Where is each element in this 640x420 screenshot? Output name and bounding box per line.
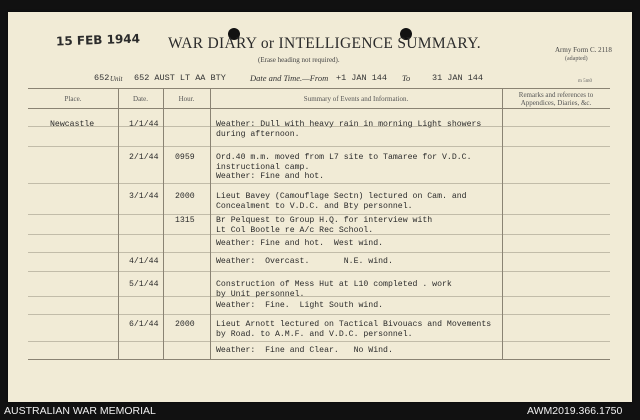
date-stamp: 15 FEB 1944: [55, 31, 141, 49]
page-title: WAR DIARY or INTELLIGENCE SUMMARY.: [168, 35, 481, 52]
summary-cell: Weather: Fine. Light South wind.: [216, 301, 384, 310]
column-header-summary: Summary of Events and Information.: [303, 95, 409, 103]
column-rule: [210, 88, 211, 359]
column-header-date: Date.: [133, 95, 148, 103]
date-cell: 2/1/44: [129, 153, 159, 162]
table-bottom-rule: [28, 359, 610, 360]
subtitle: (Erase heading not required).: [258, 56, 340, 64]
date-to: 31 JAN 144: [432, 73, 484, 83]
date-cell: 6/1/44: [129, 320, 159, 329]
hour-cell: 0959: [175, 153, 195, 162]
hour-cell: 1315: [175, 216, 195, 225]
footer-accession: AWM2019.366.1750: [527, 405, 623, 417]
row-rule: [28, 314, 610, 315]
unit-label: Unit: [110, 75, 123, 83]
column-header-hour: Hour.: [178, 95, 195, 103]
summary-cell: Weather: Fine and Clear. No Wind.: [216, 346, 393, 355]
army-form-label: Army Form C. 2118: [555, 46, 612, 54]
header-rule: [28, 108, 610, 109]
column-rule: [502, 88, 503, 359]
table-top-rule: [28, 88, 610, 89]
footer-credit: AUSTRALIAN WAR MEMORIAL: [4, 405, 156, 417]
date-from: +1 JAN 144: [336, 73, 388, 83]
summary-cell: Ord.40 m.m. moved from L7 site to Tamaree for V.D.C. instructional camp. Weather: Fine and hot.: [216, 153, 472, 181]
row-rule: [28, 252, 610, 253]
row-rule: [28, 183, 610, 184]
row-rule: [28, 146, 610, 147]
place-cell: Newcastle: [50, 120, 95, 129]
unit-prefix: 652: [94, 73, 110, 83]
column-rule: [118, 88, 119, 359]
hour-cell: 2000: [175, 320, 195, 329]
summary-cell: Br Pelquest to Group H.Q. for interview with Lt Col Bootle re A/c Rec School.: [216, 216, 433, 235]
row-rule: [28, 341, 610, 342]
unit-value: 652 AUST LT AA BTY: [134, 73, 226, 83]
date-label: Date and Time.—From: [250, 73, 329, 83]
row-rule: [28, 214, 610, 215]
date-cell: 5/1/44: [129, 280, 159, 289]
date-cell: 1/1/44: [129, 120, 159, 129]
date-cell: 3/1/44: [129, 192, 159, 201]
adapted-label: (adapted): [565, 56, 588, 62]
corner-note: m 5m0: [578, 79, 593, 84]
hour-cell: 2000: [175, 192, 195, 201]
column-header-place: Place.: [64, 95, 82, 103]
row-rule: [28, 271, 610, 272]
summary-cell: Weather: Dull with heavy rain in morning Light showers during afternoon.: [216, 120, 482, 139]
column-rule: [163, 88, 164, 359]
summary-cell: Lieut Bavey (Camouflage Sectn) lectured on Cam. and Concealment to V.D.C. and Bty personnel.: [216, 192, 467, 211]
summary-cell: Lieut Arnott lectured on Tactical Bivouacs and Movements by Road. to A.M.F. and V.D.C. personnel.: [216, 320, 492, 339]
column-header-remarks: Remarks and references to Appendices, Diaries, &c.: [518, 91, 594, 107]
date-to-label: To: [402, 73, 411, 83]
summary-cell: Weather: Fine and hot. West wind.: [216, 239, 384, 248]
date-cell: 4/1/44: [129, 257, 159, 266]
summary-cell: Construction of Mess Hut at L10 completed . work by Unit personnel.: [216, 280, 452, 299]
summary-cell: Weather: Overcast. N.E. wind.: [216, 257, 393, 266]
